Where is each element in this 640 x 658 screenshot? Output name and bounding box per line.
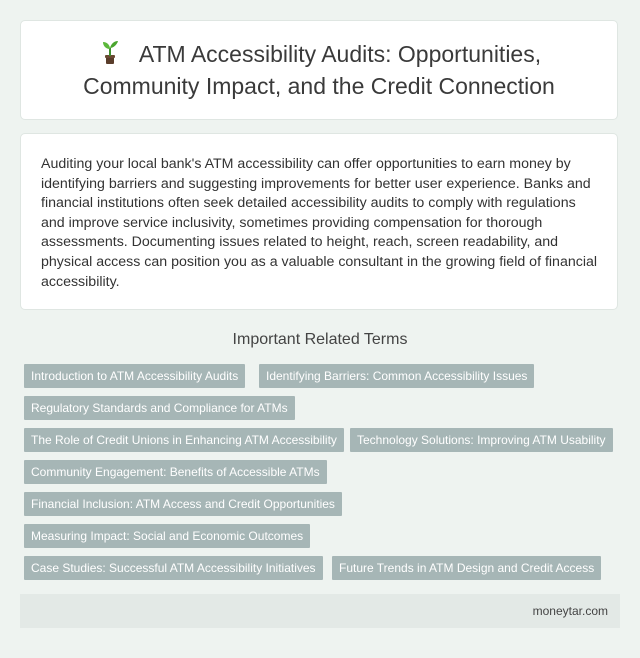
related-term-tag[interactable]: Identifying Barriers: Common Accessibility Issues [259,364,534,388]
related-term-tag[interactable]: Case Studies: Successful ATM Accessibility Initiatives [24,556,323,580]
footer [20,594,620,628]
sprout-icon [97,39,123,65]
page-title-text: ATM Accessibility Audits: Opportunities, Community Impact, and the Credit Connection [83,41,555,99]
content-card [20,133,618,310]
header-card [20,20,618,120]
page-title [39,38,599,102]
description-text: Auditing your local bank's ATM accessibility can offer opportunities to earn money by identifying barriers and suggesting improvements for better user experience. Banks and financial institutions often seek detailed accessibility audits to comply with regulations and improve service inclusivity, sometimes providing compensation for thorough assessments. Documenting issues related to height, reach, screen readability, and physical access can position you as a valuable consultant in the growing field of financial accessibility. [41,156,598,290]
related-term-tag[interactable]: Future Trends in ATM Design and Credit Access [332,556,601,580]
related-term-tag[interactable]: Measuring Impact: Social and Economic Outcomes [24,524,310,548]
related-term-tag[interactable]: Regulatory Standards and Compliance for ATMs [24,396,295,420]
related-term-tag[interactable]: Introduction to ATM Accessibility Audits [24,364,245,388]
related-term-tag[interactable]: Community Engagement: Benefits of Accessible ATMs [24,460,327,484]
related-term-tag[interactable]: Technology Solutions: Improving ATM Usability [350,428,613,452]
related-term-tag[interactable]: The Role of Credit Unions in Enhancing ATM Accessibility [24,428,344,452]
related-terms-heading: Important Related Terms [232,331,408,348]
related-term-tag[interactable]: Financial Inclusion: ATM Access and Credit Opportunities [24,492,342,516]
footer-site-link[interactable]: moneytar.com [532,604,608,618]
